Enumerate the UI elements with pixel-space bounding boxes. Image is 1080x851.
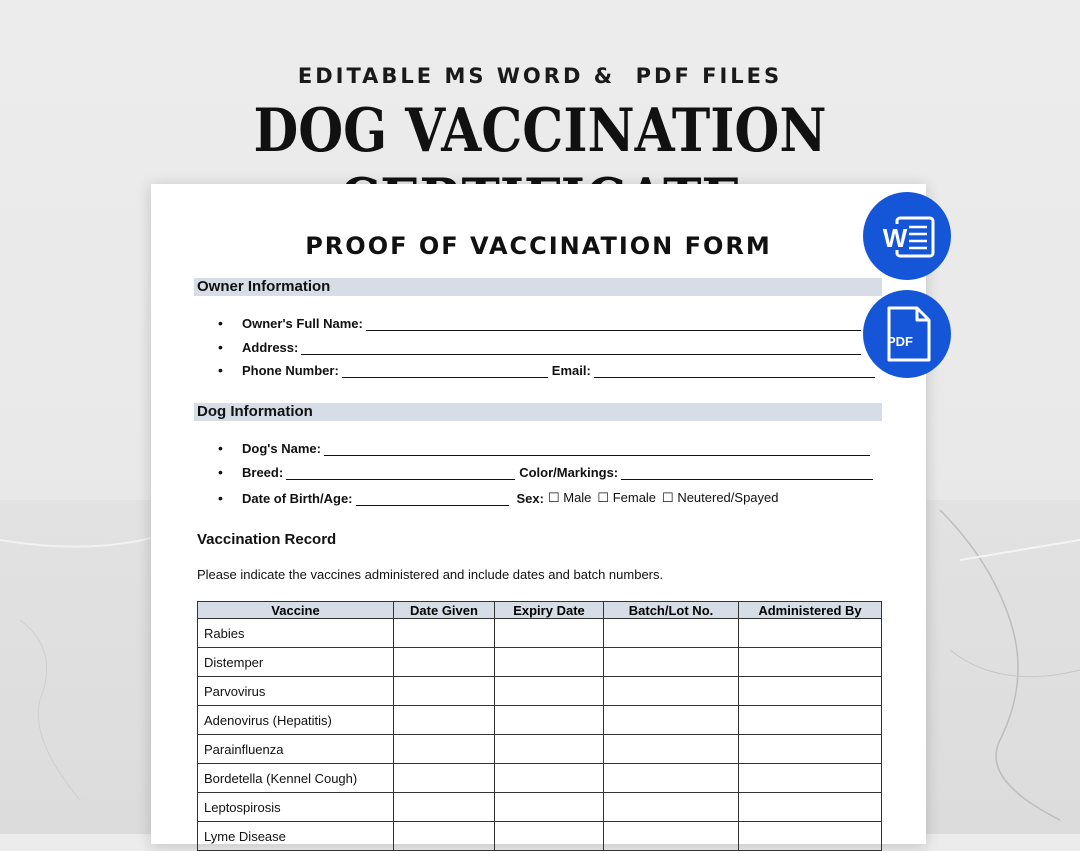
table-row	[198, 735, 882, 764]
vaccine-name-cell: Distemper	[198, 648, 394, 677]
page-title: DOG VACCINATION	[253, 96, 827, 166]
administered-by-cell[interactable]	[739, 793, 882, 822]
batch-lot-cell[interactable]	[604, 793, 739, 822]
expiry-date-cell[interactable]	[495, 764, 604, 793]
table-row	[198, 764, 882, 793]
administered-by-cell[interactable]	[739, 764, 882, 793]
date-given-cell[interactable]	[394, 793, 495, 822]
phone-email-field[interactable]	[218, 360, 875, 378]
date-given-cell[interactable]	[394, 648, 495, 677]
owner-full-name-field[interactable]	[218, 313, 861, 331]
dog-name-line[interactable]	[324, 443, 870, 456]
vaccine-name-cell: Lyme Disease	[198, 822, 394, 851]
administered-by-cell[interactable]	[739, 735, 882, 764]
phone-line[interactable]	[342, 365, 548, 378]
bullet: •	[218, 362, 223, 378]
table-row	[198, 793, 882, 822]
dog-name-field[interactable]	[218, 438, 870, 456]
header-subtitle: EDITABLE MS WORD & PDF FILES	[297, 64, 783, 88]
word-icon	[863, 192, 951, 280]
expiry-date-cell[interactable]	[495, 648, 604, 677]
batch-lot-cell[interactable]	[604, 764, 739, 793]
owner-section-heading: Owner Information	[194, 278, 882, 296]
table-row	[198, 677, 882, 706]
date-given-cell[interactable]	[394, 735, 495, 764]
address-label: Address:	[242, 340, 299, 355]
vaccine-name-cell: Leptospirosis	[198, 793, 394, 822]
date-given-cell[interactable]	[394, 677, 495, 706]
table-row	[198, 619, 882, 648]
administered-by-cell[interactable]	[739, 822, 882, 851]
bullet: •	[218, 490, 223, 506]
administered-by-cell[interactable]	[739, 677, 882, 706]
column-header-batch-lot: Batch/Lot No.	[604, 602, 739, 619]
form-title: PROOF OF VACCINATION FORM	[305, 232, 772, 260]
batch-lot-cell[interactable]	[604, 619, 739, 648]
date-given-cell[interactable]	[394, 822, 495, 851]
breed-color-field[interactable]	[218, 462, 873, 480]
bullet: •	[218, 440, 223, 456]
vaccine-name-cell: Parvovirus	[198, 677, 394, 706]
email-line[interactable]	[594, 365, 875, 378]
batch-lot-cell[interactable]	[604, 735, 739, 764]
owner-full-name-label: Owner's Full Name:	[242, 316, 363, 331]
vaccination-record-heading: Vaccination Record	[197, 531, 337, 548]
dog-name-label: Dog's Name:	[242, 441, 321, 456]
vaccine-name-cell: Rabies	[198, 619, 394, 648]
table-header-row	[198, 602, 882, 619]
dob-sex-field[interactable]	[218, 488, 779, 506]
batch-lot-cell[interactable]	[604, 706, 739, 735]
breed-line[interactable]	[286, 467, 515, 480]
breed-label: Breed:	[242, 465, 284, 480]
svg-text:PDF: PDF	[887, 334, 913, 349]
svg-text:W: W	[882, 223, 908, 253]
date-given-cell[interactable]	[394, 619, 495, 648]
sex-option-female[interactable]: ☐ Female	[597, 490, 657, 505]
color-markings-line[interactable]	[621, 467, 873, 480]
column-header-expiry-date: Expiry Date	[495, 602, 604, 619]
pdf-icon	[863, 290, 951, 378]
sex-label: Sex:	[516, 491, 544, 506]
batch-lot-cell[interactable]	[604, 648, 739, 677]
bullet: •	[218, 339, 223, 355]
table-row	[198, 822, 882, 851]
owner-full-name-line[interactable]	[366, 318, 861, 331]
administered-by-cell[interactable]	[739, 706, 882, 735]
administered-by-cell[interactable]	[739, 648, 882, 677]
expiry-date-cell[interactable]	[495, 677, 604, 706]
email-label: Email:	[551, 363, 591, 378]
expiry-date-cell[interactable]	[495, 793, 604, 822]
vaccine-name-cell: Bordetella (Kennel Cough)	[198, 764, 394, 793]
date-given-cell[interactable]	[394, 764, 495, 793]
vaccination-record-description: Please indicate the vaccines administered and include dates and batch numbers.	[197, 567, 664, 582]
batch-lot-cell[interactable]	[604, 677, 739, 706]
address-field[interactable]	[218, 337, 861, 355]
date-given-cell[interactable]	[394, 706, 495, 735]
sex-option-neutered[interactable]: ☐ Neutered/Spayed	[662, 490, 779, 505]
expiry-date-cell[interactable]	[495, 822, 604, 851]
vaccination-table	[197, 601, 882, 851]
expiry-date-cell[interactable]	[495, 706, 604, 735]
batch-lot-cell[interactable]	[604, 822, 739, 851]
dob-label: Date of Birth/Age:	[242, 491, 353, 506]
dob-line[interactable]	[356, 493, 509, 506]
table-row	[198, 706, 882, 735]
column-header-date-given: Date Given	[394, 602, 495, 619]
bullet: •	[218, 464, 223, 480]
expiry-date-cell[interactable]	[495, 735, 604, 764]
column-header-administered-by: Administered By	[739, 602, 882, 619]
phone-label: Phone Number:	[242, 363, 339, 378]
expiry-date-cell[interactable]	[495, 619, 604, 648]
dog-section-heading: Dog Information	[194, 403, 882, 421]
column-header-vaccine: Vaccine	[198, 602, 394, 619]
table-row	[198, 648, 882, 677]
administered-by-cell[interactable]	[739, 619, 882, 648]
color-markings-label: Color/Markings:	[519, 465, 619, 480]
sex-option-male[interactable]: ☐ Male	[547, 490, 592, 505]
bullet: •	[218, 315, 223, 331]
vaccine-name-cell: Adenovirus (Hepatitis)	[198, 706, 394, 735]
address-line[interactable]	[301, 342, 861, 355]
vaccine-name-cell: Parainfluenza	[198, 735, 394, 764]
